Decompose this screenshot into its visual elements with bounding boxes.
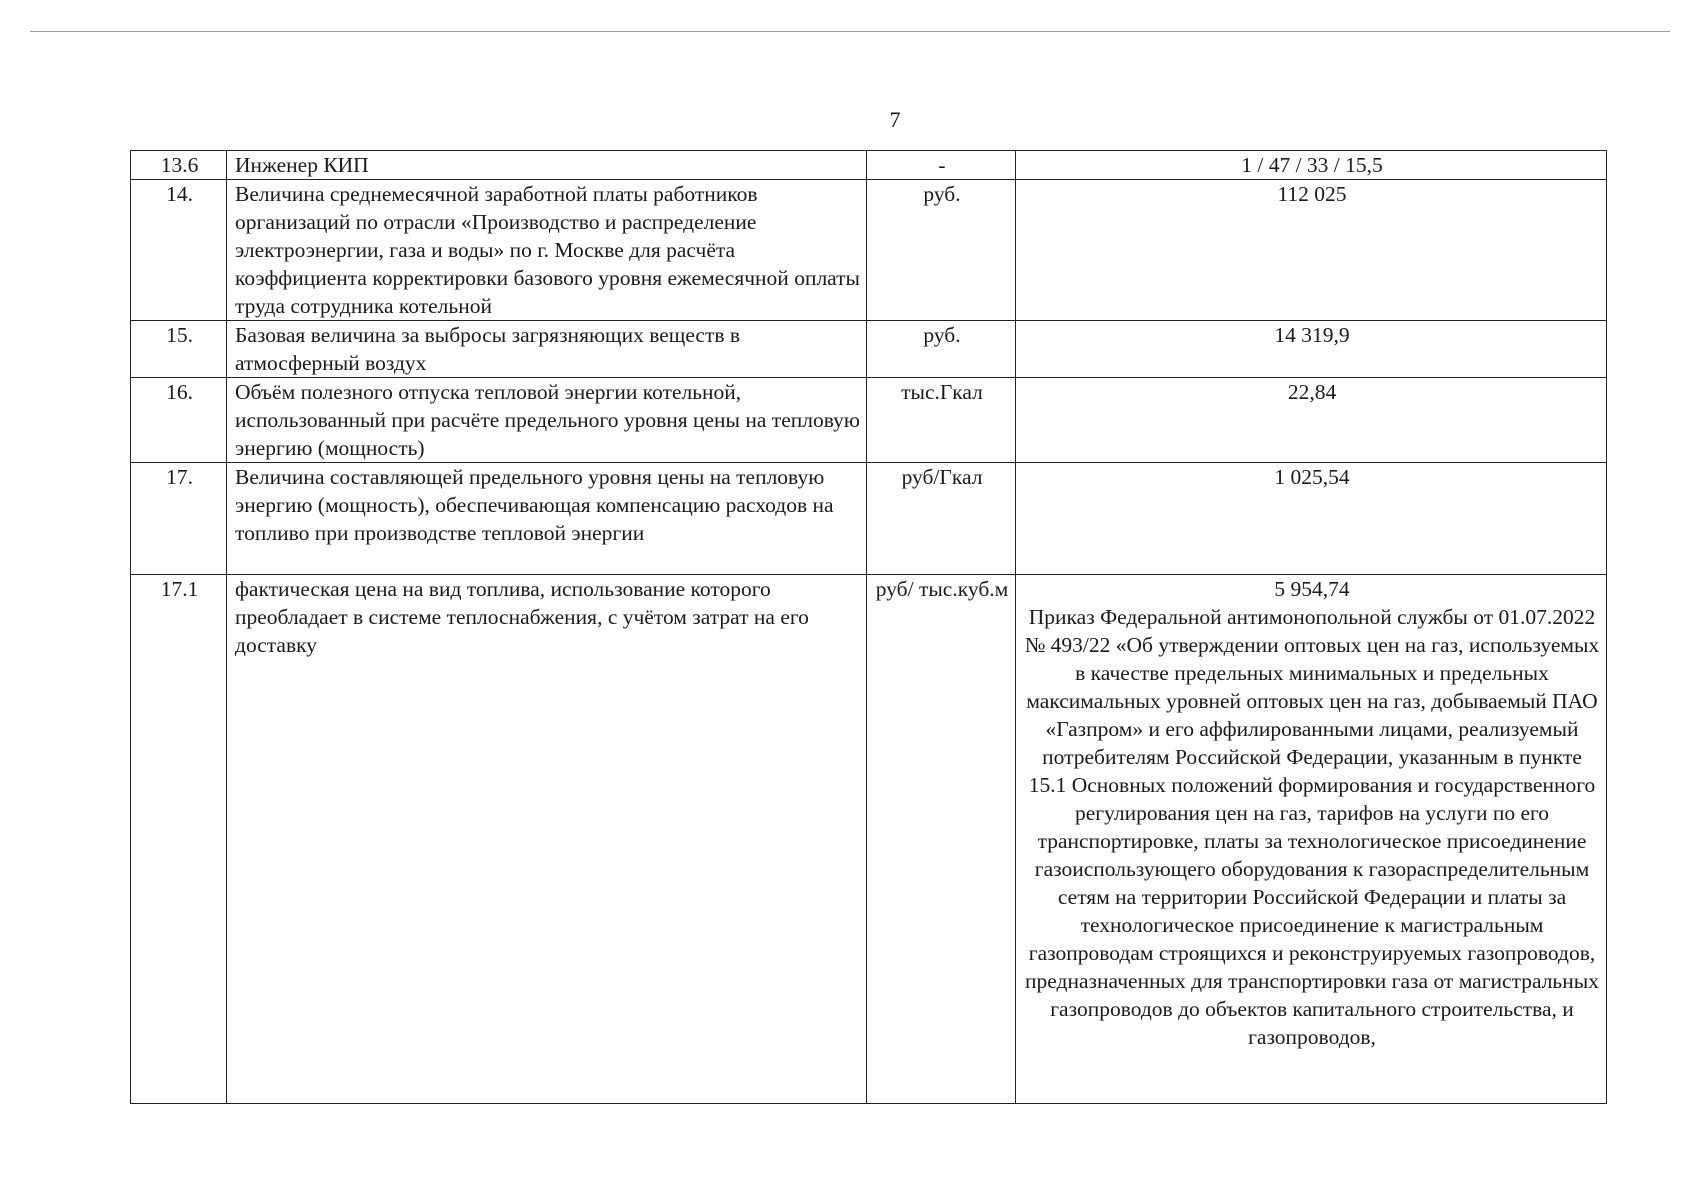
row-number: 17.1 bbox=[131, 575, 227, 1104]
row-number: 13.6 bbox=[131, 151, 227, 180]
row-value: 1 / 47 / 33 / 15,5 bbox=[1016, 151, 1607, 180]
table-row bbox=[131, 378, 1607, 463]
legal-basis-note: Приказ Федеральной антимонопольной службы от 01.07.2022 № 493/22 «Об утверждении оптовых цен на газ, используемых в качестве предельных минимальных и предельных максимальных уровней оптовых цен на газ, добываемый ПАО «Газпром» и его аффилированными лицами, реализуемый потребителям Российской Федерации, указанным в пункте 15.1 Основных положений формирования и государственного регулирования цен на газ, тарифов на услуги по его транспортировке, платы за технологическое присоединение газоиспользующего оборудования к газораспределительным сетям на территории Российской Федерации и платы за технологическое присоединение к магистральным газопроводам строящихся и реконструируемых газопроводов, предназначенных для транспортировки газа от магистральных газопроводов до объектов капитального строительства, и газопроводов, bbox=[1024, 605, 1600, 1049]
row-description: фактическая цена на вид топлива, использование которого преобладает в системе теплоснабжения, с учётом затрат на его доставку bbox=[227, 575, 867, 1104]
table-row bbox=[131, 180, 1607, 321]
row-unit: - bbox=[867, 151, 1016, 180]
row-value: 14 319,9 bbox=[1016, 321, 1607, 378]
row-unit: руб/ тыс.куб.м bbox=[867, 575, 1016, 1104]
row-number: 16. bbox=[131, 378, 227, 463]
row-description: Величина среднемесячной заработной платы работников организаций по отрасли «Производство и распределение электроэнергии, газа и воды» по г. Москве для расчёта коэффициента корректировки базового уровня ежемесячной оплаты труда сотрудника котельной bbox=[227, 180, 867, 321]
row-number: 14. bbox=[131, 180, 227, 321]
table-row bbox=[131, 575, 1607, 1104]
row-number: 15. bbox=[131, 321, 227, 378]
tariff-parameters-table bbox=[130, 150, 1607, 1104]
row-unit: руб. bbox=[867, 321, 1016, 378]
row-value-cell bbox=[1016, 575, 1607, 1104]
row-unit: тыс.Гкал bbox=[867, 378, 1016, 463]
table-row bbox=[131, 151, 1607, 180]
row-number: 17. bbox=[131, 463, 227, 575]
row-value: 22,84 bbox=[1016, 378, 1607, 463]
row-unit: руб. bbox=[867, 180, 1016, 321]
table-row bbox=[131, 463, 1607, 575]
row-unit: руб/Гкал bbox=[867, 463, 1016, 575]
row-value: 112 025 bbox=[1016, 180, 1607, 321]
table-row bbox=[131, 321, 1607, 378]
page-number: 7 bbox=[889, 107, 901, 132]
row-value: 1 025,54 bbox=[1016, 463, 1607, 575]
scan-edge-line bbox=[30, 31, 1670, 32]
row-description: Инженер КИП bbox=[227, 151, 867, 180]
row-description: Базовая величина за выбросы загрязняющих веществ в атмосферный воздух bbox=[227, 321, 867, 378]
row-description: Величина составляющей предельного уровня цены на тепловую энергию (мощность), обеспечивающая компенсацию расходов на топливо при производстве тепловой энергии bbox=[227, 463, 867, 575]
row-value: 5 954,74 bbox=[1274, 577, 1350, 601]
row-description: Объём полезного отпуска тепловой энергии котельной, использованный при расчёте предельного уровня цены на тепловую энергию (мощность) bbox=[227, 378, 867, 463]
